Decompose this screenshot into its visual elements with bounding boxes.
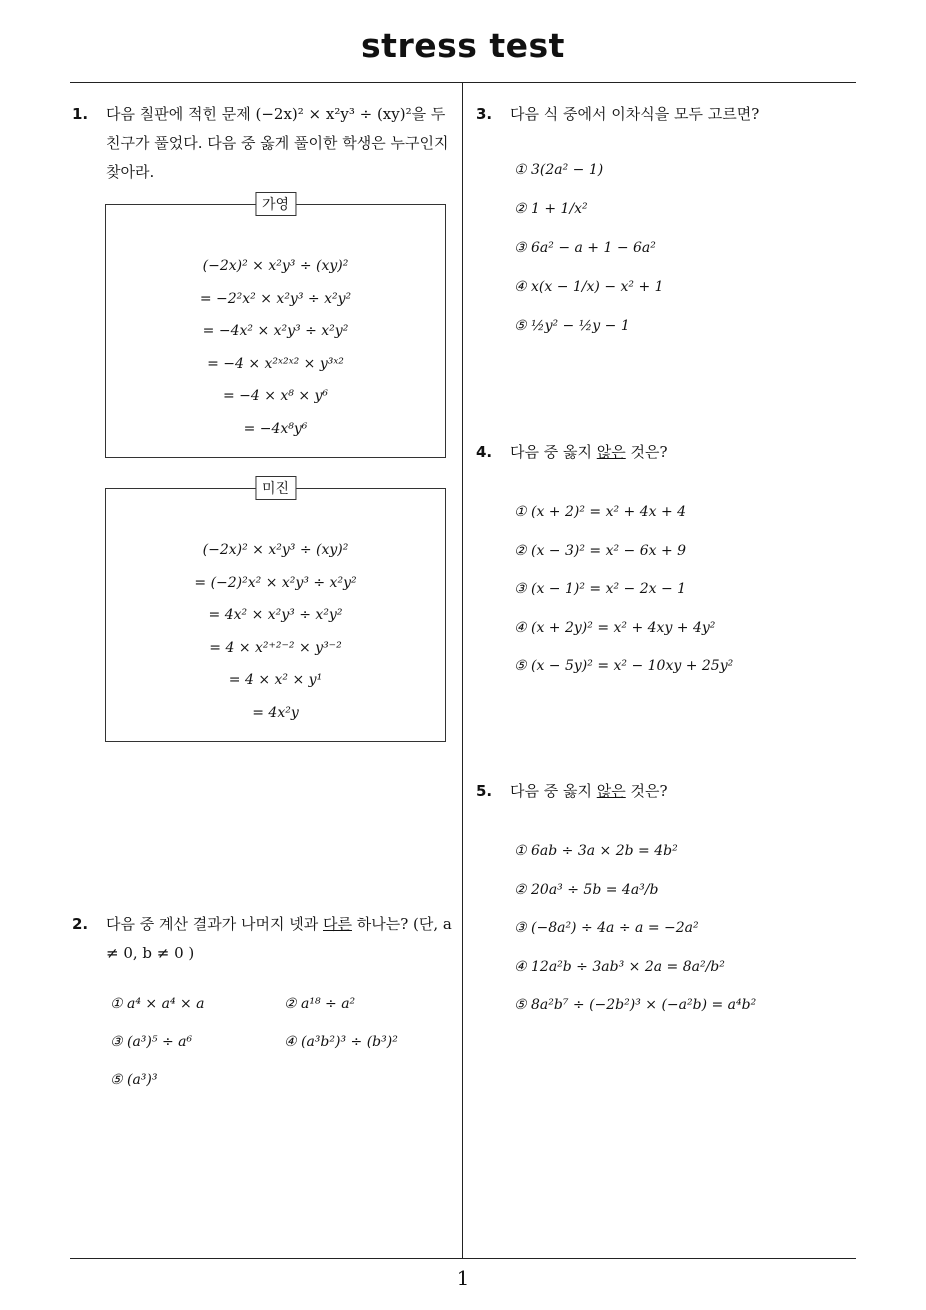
question-2 [72,910,457,968]
question-5-number: 5. [476,782,493,800]
answer-option[interactable]: ③ (a³)⁵ ÷ a⁶ [110,1034,193,1050]
answer-option[interactable]: ⑤ (a³)³ [110,1072,158,1088]
solution-line: = −4x⁸y⁶ [243,420,308,437]
answer-option[interactable]: ① a⁴ × a⁴ × a [110,996,205,1012]
question-2-text [106,910,457,968]
solution-box-gayoung [105,197,446,458]
solution-line: = 4x² × x²y³ ÷ x²y² [208,607,343,624]
question-2-text-part: 하나는? (단, a ≠ 0, b ≠ 0 ) [106,915,452,962]
question-3 [476,100,856,129]
answer-option[interactable]: ② 20a³ ÷ 5b = 4a³/b [514,881,659,898]
answer-option[interactable]: ② (x − 3)² = x² − 6x + 9 [514,542,687,559]
question-3-text: 다음 식 중에서 이차식을 모두 고르면? [510,105,760,123]
answer-option[interactable]: ① 6ab ÷ 3a × 2b = 4b² [514,843,678,859]
answer-option[interactable]: ① (x + 2)² = x² + 4x + 4 [514,504,687,520]
answer-option[interactable]: ⑤ ½y² − ½y − 1 [514,318,630,334]
answer-option[interactable]: ④ x(x − 1/x) − x² + 1 [514,279,664,295]
question-4 [476,438,856,467]
answer-option[interactable]: ② 1 + 1/x² [514,201,588,217]
solution-line: = 4 × x² × y¹ [228,672,323,689]
answer-option[interactable]: ③ (x − 1)² = x² − 2x − 1 [514,581,687,597]
bottom-rule [70,1258,856,1259]
question-2-text-part: 다음 중 계산 결과가 나머지 넷과 [106,915,323,933]
question-5-text-part: 것은? [625,782,668,800]
question-5-text [510,777,856,806]
question-5-options [514,843,849,1023]
question-3-options [514,162,844,342]
solution-line: = −4 × x⁸ × y⁶ [222,388,329,405]
question-5-underlined-word: 않은 [596,782,626,800]
question-1-number: 1. [72,105,89,123]
solution-line: = (−2)²x² × x²y³ ÷ x²y² [194,574,357,591]
solution-line: = 4 × x²⁺²⁻² × y³⁻² [209,639,342,656]
solution-line: (−2x)² × x²y³ ÷ (xy)² [202,258,349,274]
solution-box-label: 미진 [255,476,296,500]
answer-option[interactable]: ⑤ (x − 5y)² = x² − 10xy + 25y² [514,658,734,674]
solution-line: = −4x² × x²y³ ÷ x²y² [202,323,349,340]
question-4-underlined-word: 않은 [596,443,626,461]
solution-box-label: 가영 [255,192,296,216]
page-number: 1 [456,1266,470,1290]
question-3-number: 3. [476,105,493,123]
question-2-underlined-word: 다른 [322,915,352,933]
question-4-text-part: 다음 중 옳지 [510,443,597,461]
question-4-text-part: 것은? [625,443,668,461]
question-5 [476,777,856,806]
column-divider [462,82,463,1259]
solution-line: (−2x)² × x²y³ ÷ (xy)² [202,542,349,558]
question-4-number: 4. [476,443,493,461]
question-5-text-part: 다음 중 옳지 [510,782,597,800]
question-2-options [110,996,455,1096]
answer-option[interactable]: ③ 6a² − a + 1 − 6a² [514,240,656,256]
solution-box-mijin [105,481,446,742]
question-1-text: 다음 칠판에 적힌 문제 (−2x)² × x²y³ ÷ (xy)²을 두 친구가 풀었다. 다음 중 옳게 풀이한 학생은 누구인지 찾아라. [106,105,449,181]
solution-line: = 4x²y [252,704,299,721]
answer-option[interactable]: ④ (x + 2y)² = x² + 4xy + 4y² [514,619,716,636]
answer-option[interactable]: ④ 12a²b ÷ 3ab³ × 2a = 8a²/b² [514,958,725,975]
solution-line: = −4 × x²ˣ²ˣ² × y³ˣ² [207,355,344,372]
question-4-text [510,438,856,467]
top-rule [70,82,856,83]
question-4-options [514,504,844,684]
solution-line: = −2²x² × x²y³ ÷ x²y² [199,290,352,307]
solution-lines [106,250,445,446]
page-title: stress test [361,26,565,65]
question-1 [72,100,457,187]
answer-option[interactable]: ① 3(2a² − 1) [514,162,604,178]
answer-option[interactable]: ④ (a³b²)³ ÷ (b³)² [284,1034,398,1050]
answer-option[interactable]: ⑤ 8a²b⁷ ÷ (−2b²)³ × (−a²b) = a⁴b² [514,997,757,1013]
answer-option[interactable]: ② a¹⁸ ÷ a² [284,996,356,1012]
question-2-number: 2. [72,915,89,933]
answer-option[interactable]: ③ (−8a²) ÷ 4a ÷ a = −2a² [514,920,699,936]
solution-lines [106,534,445,730]
